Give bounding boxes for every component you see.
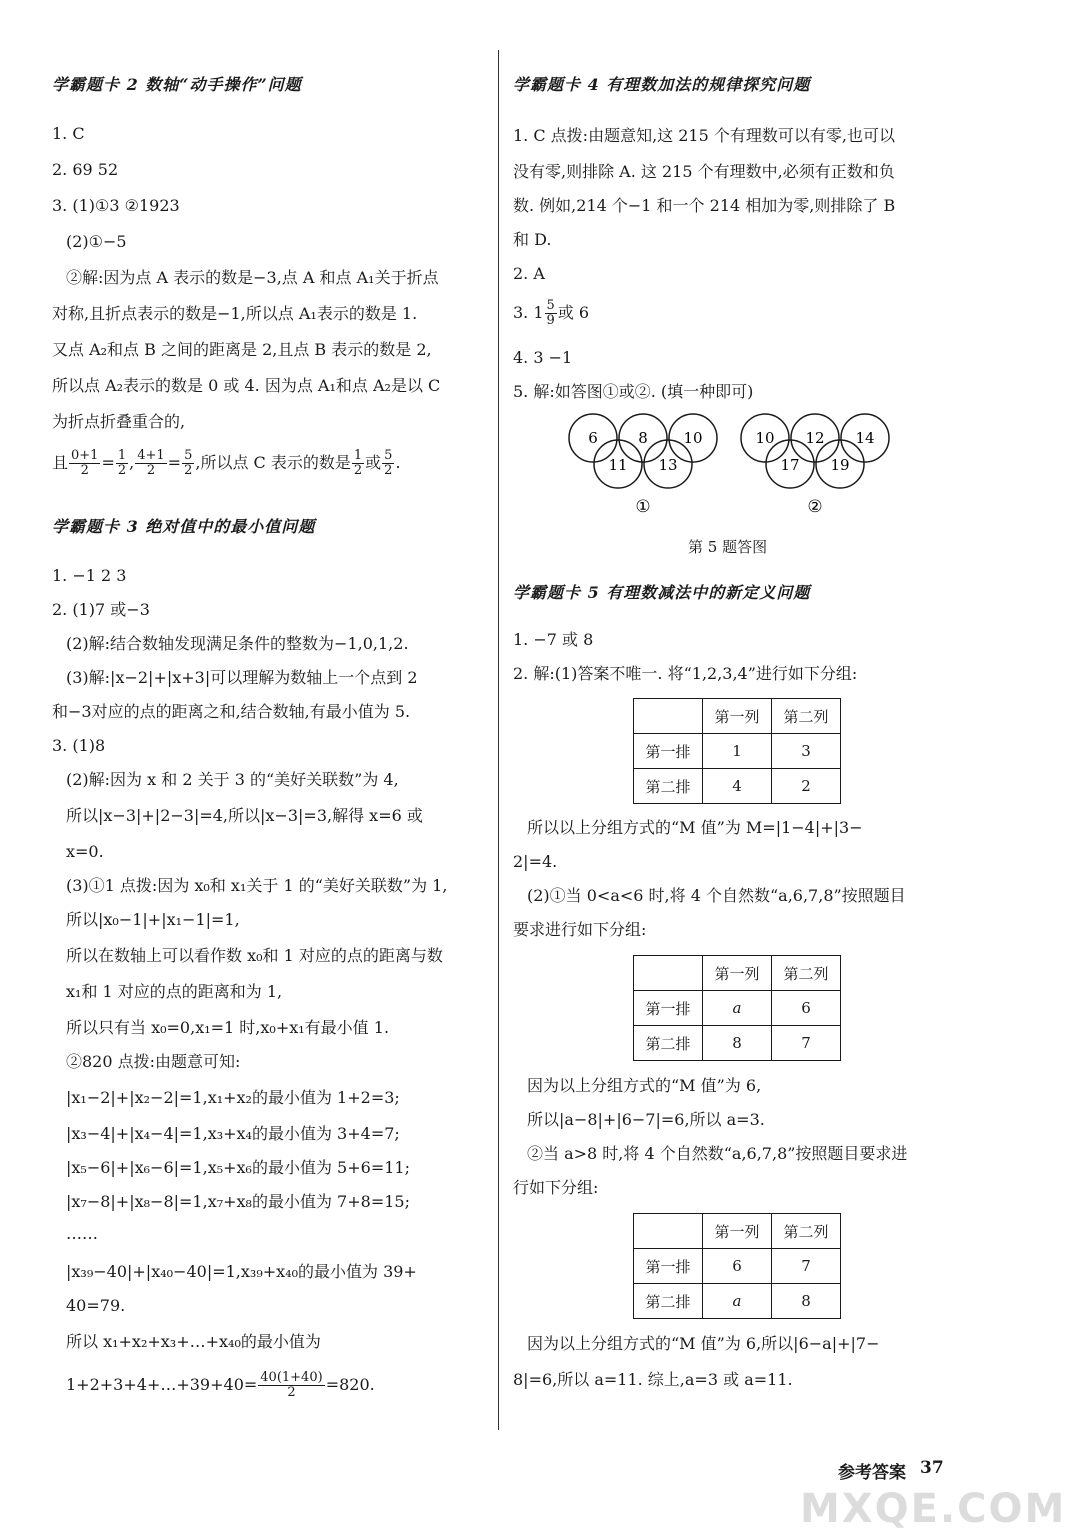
card5-line: 2. 解:(1)答案不唯一. 将“1,2,3,4”进行如下分组: <box>513 664 858 683</box>
card2-line: 2. 69 52 <box>52 160 119 179</box>
card4-q3-line: 3. 1 $\frac{5}{9}$ 或 6 <box>513 298 590 328</box>
table-row-label: 第二排 <box>634 769 703 804</box>
ring-number: 17 <box>780 456 800 474</box>
table-header: 第一列 <box>703 956 772 991</box>
card4-title: 学霸题卡 4 有理数加法的规律探究问题 <box>513 75 811 94</box>
card3-line: |x₃₉−40|+|x₄₀−40|=1,x₃₉+x₄₀的最小值为 39+ <box>66 1262 417 1281</box>
diagram-label: ① <box>635 497 651 517</box>
card5-line: 所以以上分组方式的“M 值”为 M=|1−4|+|3− <box>527 818 863 837</box>
card3-line: x=0. <box>66 842 104 861</box>
table-cell: 7 <box>772 1249 841 1284</box>
ring-number: 12 <box>805 429 825 447</box>
table-cell: 4 <box>703 769 772 804</box>
card4-line: 5. 解:如答图①或②. (填一种即可) <box>513 382 754 401</box>
card3-line: (3)①1 点拨:因为 x₀和 x₁关于 1 的“美好关联数”为 1, <box>66 876 448 895</box>
card3-line: |x₁−2|+|x₂−2|=1,x₁+x₂的最小值为 1+2=3; <box>66 1088 400 1107</box>
ring-number: 10 <box>755 429 775 447</box>
card3-line: 2. (1)7 或−3 <box>52 600 150 619</box>
table-cell: 8 <box>772 1284 841 1319</box>
table-row-label: 第一排 <box>634 991 703 1026</box>
table-row-label: 第一排 <box>634 1249 703 1284</box>
table-row-label: 第一排 <box>634 734 703 769</box>
card3-line: (2)解:结合数轴发现满足条件的整数为−1,0,1,2. <box>66 634 409 653</box>
card5-line: 2|=4. <box>513 852 558 871</box>
table-cell <box>634 699 703 734</box>
card3-line: 所以|x−3|+|2−3|=4,所以|x−3|=3,解得 x=6 或 <box>66 806 423 825</box>
table-cell <box>634 956 703 991</box>
card3-line: 1. −1 2 3 <box>52 566 127 585</box>
card2-line: 所以点 A₂表示的数是 0 或 4. 因为点 A₁和点 A₂是以 C <box>52 376 441 395</box>
table-cell: 1 <box>703 734 772 769</box>
ring-number: 10 <box>683 429 703 447</box>
card4-line: 4. 3 −1 <box>513 348 573 367</box>
fraction: $\frac{5}{9}$ <box>546 298 555 328</box>
table-cell: a <box>703 991 772 1026</box>
page-number: 37 <box>920 1458 944 1478</box>
card3-line: 所以只有当 x₀=0,x₁=1 时,x₀+x₁有最小值 1. <box>66 1018 390 1037</box>
card3-line: (2)解:因为 x 和 2 关于 3 的“美好关联数”为 4, <box>66 770 399 789</box>
card5-title: 学霸题卡 5 有理数减法中的新定义问题 <box>513 583 811 602</box>
table-cell: 6 <box>772 991 841 1026</box>
card3-line: 3. (1)8 <box>52 736 106 755</box>
table-row-label: 第二排 <box>634 1284 703 1319</box>
table-header: 第二列 <box>772 956 841 991</box>
table-row-label: 第二排 <box>634 1026 703 1061</box>
card3-line: |x₃−4|+|x₄−4|=1,x₃+x₄的最小值为 3+4=7; <box>66 1124 400 1143</box>
card3-title: 学霸题卡 3 绝对值中的最小值问题 <box>52 517 316 536</box>
table-cell: 6 <box>703 1249 772 1284</box>
card5-line: 因为以上分组方式的“M 值”为 6, <box>527 1076 762 1095</box>
card5-line: 8|=6,所以 a=11. 综上,a=3 或 a=11. <box>513 1370 793 1389</box>
ring-number: 14 <box>855 429 875 447</box>
table-cell: 7 <box>772 1026 841 1061</box>
card5-line: 要求进行如下分组: <box>513 920 647 939</box>
table-header: 第一列 <box>703 699 772 734</box>
card5-line: (2)①当 0<a<6 时,将 4 个自然数“a,6,7,8”按照题目 <box>527 886 906 905</box>
ring-number: 6 <box>588 429 598 447</box>
figure-caption: 第 5 题答图 <box>688 538 768 556</box>
card4-line: 数. 例如,214 个−1 和一个 214 相加为零,则排除了 B <box>513 196 896 215</box>
card2-line: 3. (1)①3 ②1923 <box>52 196 180 215</box>
card2-line: ②解:因为点 A 表示的数是−3,点 A 和点 A₁关于折点 <box>66 268 439 287</box>
card3-line: |x₇−8|+|x₈−8|=1,x₇+x₈的最小值为 7+8=15; <box>66 1192 410 1211</box>
card2-line: (2)①−5 <box>66 232 127 251</box>
ring-number: 19 <box>830 456 850 474</box>
card2-line: 又点 A₂和点 B 之间的距离是 2,且点 B 表示的数是 2, <box>52 340 432 359</box>
rings-diagram-2 <box>739 412 909 522</box>
table-header: 第一列 <box>703 1214 772 1249</box>
card3-line: ②820 点拨:由题意可知: <box>66 1052 241 1071</box>
card5-line: ②当 a>8 时,将 4 个自然数“a,6,7,8”按照题目要求进 <box>527 1144 908 1163</box>
card3-line: |x₅−6|+|x₆−6|=1,x₅+x₆的最小值为 5+6=11; <box>66 1158 410 1177</box>
rings-diagram-1 <box>567 412 737 522</box>
card3-line: (3)解:|x−2|+|x+3|可以理解为数轴上一个点到 2 <box>66 668 418 687</box>
fraction: $\frac{40(1+40)}{2}$ <box>260 1370 323 1400</box>
fraction: $\frac{5}{2}$ <box>384 448 393 478</box>
table-cell <box>634 1214 703 1249</box>
card5-line: 行如下分组: <box>513 1178 599 1197</box>
card4-line: 1. C 点拨:由题意知,这 215 个有理数可以有零,也可以 <box>513 126 895 145</box>
grouping-table-1 <box>633 698 841 804</box>
card4-line: 没有零,则排除 A. 这 215 个有理数中,必须有正数和负 <box>513 162 895 181</box>
table-header: 第二列 <box>772 1214 841 1249</box>
table-cell: 2 <box>772 769 841 804</box>
card4-line: 2. A <box>513 264 545 283</box>
card2-fraction-line: 且 $\frac{0+1}{2}$ = $\frac{1}{2}$ , $\frac{4+1}{2}$ = $\frac{5}{2}$ ,所以点 C 表示的数是 $\frac{1}{2}$ 或 $\frac{5}{2}$ . <box>52 448 401 478</box>
fraction: $\frac{1}{2}$ <box>117 448 127 478</box>
fraction: $\frac{0+1}{2}$ <box>71 448 99 478</box>
card5-line: 所以|a−8|+|6−7|=6,所以 a=3. <box>527 1110 765 1129</box>
card2-title: 学霸题卡 2 数轴“动手操作”问题 <box>52 75 302 94</box>
card3-line: 所以 x₁+x₂+x₃+…+x₄₀的最小值为 <box>66 1332 321 1351</box>
column-divider <box>498 50 499 1430</box>
card3-line: x₁和 1 对应的点的距离和为 1, <box>66 982 283 1001</box>
card3-line: 40=79. <box>66 1296 126 1315</box>
fraction: $\frac{4+1}{2}$ <box>137 448 165 478</box>
ring-number: 13 <box>658 456 678 474</box>
table-cell: 3 <box>772 734 841 769</box>
card5-line: 1. −7 或 8 <box>513 630 594 649</box>
grouping-table-3 <box>633 1213 841 1319</box>
grouping-table-2 <box>633 955 841 1061</box>
card4-line: 和 D. <box>513 230 552 249</box>
diagram-label: ② <box>807 497 823 517</box>
table-header: 第二列 <box>772 699 841 734</box>
card3-final-line: 1+2+3+4+…+39+40= $\frac{40(1+40)}{2}$ =820. <box>66 1370 375 1400</box>
table-cell: 8 <box>703 1026 772 1061</box>
ring-number: 11 <box>608 456 628 474</box>
card2-line: 对称,且折点表示的数是−1,所以点 A₁表示的数是 1. <box>52 304 418 323</box>
card2-line: 1. C <box>52 124 85 143</box>
table-cell: a <box>703 1284 772 1319</box>
card2-line: 为折点折叠重合的, <box>52 412 186 431</box>
card5-line: 因为以上分组方式的“M 值”为 6,所以|6−a|+|7− <box>527 1334 880 1353</box>
card3-line: 所以|x₀−1|+|x₁−1|=1, <box>66 910 240 929</box>
ring-number: 8 <box>638 429 648 447</box>
card3-line: 和−3对应的点的距离之和,结合数轴,有最小值为 5. <box>52 702 411 721</box>
fraction: $\frac{5}{2}$ <box>184 448 193 478</box>
card3-line: 所以在数轴上可以看作数 x₀和 1 对应的点的距离与数 <box>66 946 443 965</box>
fraction: $\frac{1}{2}$ <box>353 448 363 478</box>
card3-line: …… <box>66 1224 98 1243</box>
footer-label: 参考答案 <box>838 1463 906 1483</box>
watermark: MXQE.COM <box>800 1486 1066 1532</box>
